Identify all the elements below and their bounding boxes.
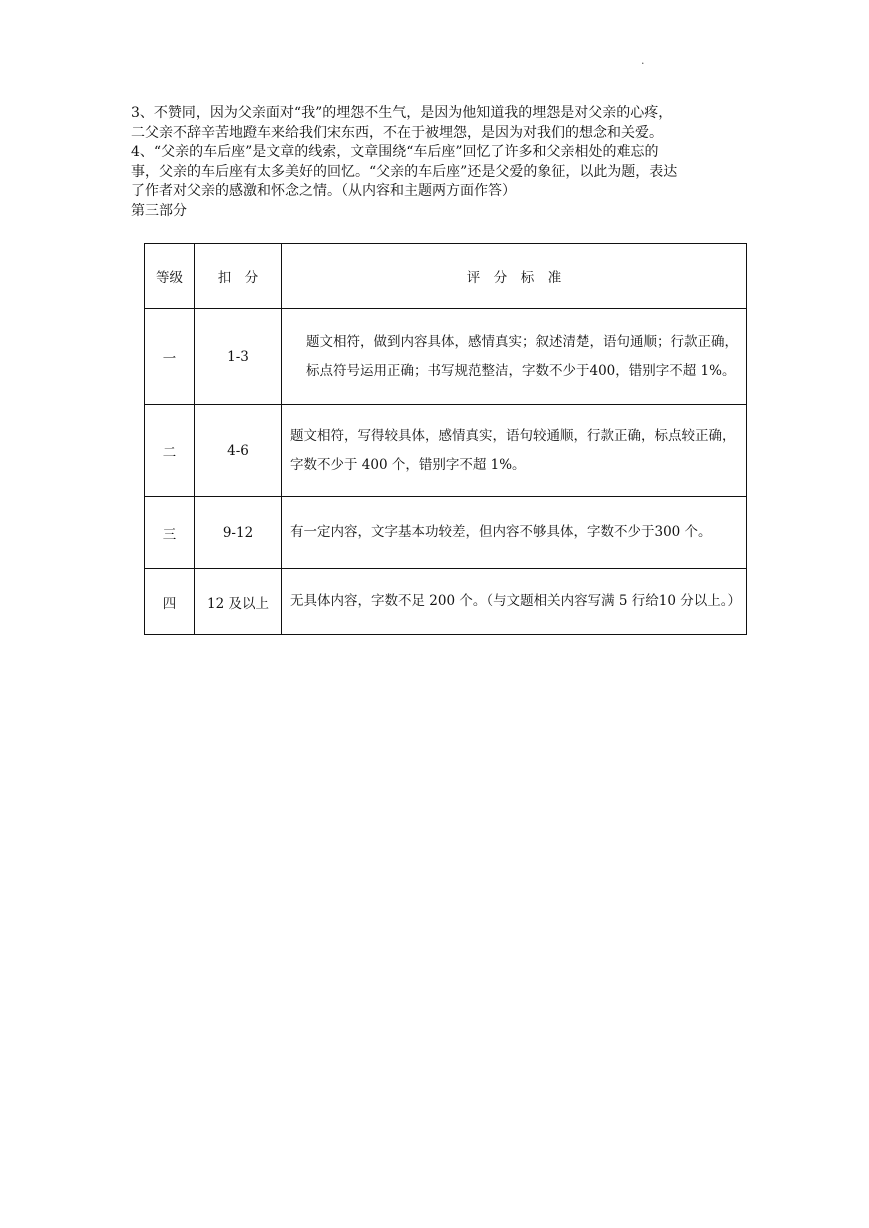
row-level: 一 xyxy=(145,309,195,405)
row-level: 三 xyxy=(145,497,195,569)
row-deduction: 4-6 xyxy=(195,405,282,497)
answer-4-line-2: 事，父亲的车后座有太多美好的回忆。“父亲的车后座”还是父爱的象征，以此为题，表达 xyxy=(131,163,678,180)
table-row xyxy=(145,497,747,569)
page-marker: . xyxy=(641,54,645,67)
answer-3-line-2: 二父亲不辞辛苦地蹬车来给我们宋东西，不在于被埋怨，是因为对我们的想念和关爱。 xyxy=(131,124,663,141)
row-deduction: 12 及以上 xyxy=(195,569,282,635)
row-criteria: 无具体内容，字数不足 200 个。（与文题相关内容写满 5 行给10 分以上。） xyxy=(282,569,747,635)
header-level: 等级 xyxy=(145,244,195,309)
row-level: 二 xyxy=(145,405,195,497)
row-criteria: 题文相符，做到内容具体，感情真实；叙述清楚，语句通顺；行款正确，标点符号运用正确；书写规范整洁，字数不少于400，错别字不超 1%。 xyxy=(282,309,747,405)
answer-4-line-3: 了作者对父亲的感激和怀念之情。（从内容和主题两方面作答） xyxy=(131,183,516,199)
grading-table xyxy=(144,243,747,635)
header-deduction: 扣 分 xyxy=(195,244,282,309)
table-row xyxy=(145,569,747,635)
row-deduction: 9-12 xyxy=(195,497,282,569)
table-row xyxy=(145,309,747,405)
row-deduction: 1-3 xyxy=(195,309,282,405)
answer-text xyxy=(131,104,731,221)
row-criteria: 有一定内容，文字基本功较差，但内容不够具体，字数不少于300 个。 xyxy=(282,497,747,569)
row-criteria: 题文相符，写得较具体，感情真实，语句较通顺，行款正确，标点较正确，字数不少于 400 个，错别字不超 1%。 xyxy=(282,405,747,497)
table-header-row xyxy=(145,244,747,309)
row-level: 四 xyxy=(145,569,195,635)
section-title: 第三部分 xyxy=(131,202,187,219)
table-row xyxy=(145,405,747,497)
answer-4-line-1: 4、“父亲的车后座”是文章的线索，文章围绕“车后座”回忆了许多和父亲相处的难忘的 xyxy=(131,144,659,160)
header-criteria: 评 分 标 准 xyxy=(282,244,747,309)
answer-3-line-1: 3、不赞同，因为父亲面对“我”的埋怨不生气，是因为他知道我的埋怨是对父亲的心疼， xyxy=(131,105,673,121)
